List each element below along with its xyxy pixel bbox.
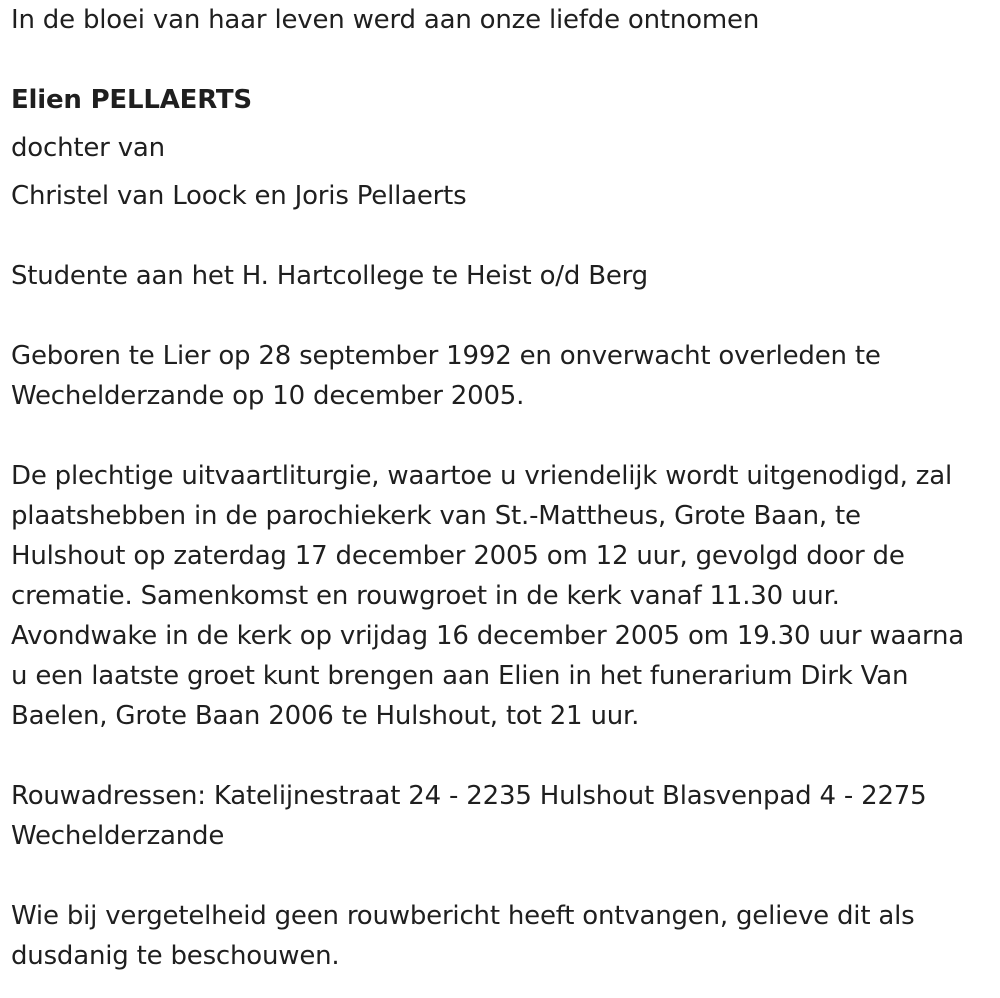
funeral-line: crematie. Samenkomst en rouwgroet in de kerk vanaf 11.30 uur. — [11, 581, 840, 611]
addresses-line: Rouwadressen: Katelijnestraat 24 - 2235 Hulshout Blasvenpad 4 - 2275 — [11, 781, 927, 811]
obituary-document — [11, 0, 996, 976]
funeral-line: u een laatste groet kunt brengen aan Elien in het funerarium Dirk Van — [11, 661, 909, 691]
funeral-paragraph — [11, 456, 996, 736]
addresses-line: Wechelderzande — [11, 821, 225, 851]
study-text: Studente aan het H. Hartcollege te Heist o/d Berg — [11, 261, 648, 291]
notice-line: Wie bij vergetelheid geen rouwbericht heeft ontvangen, gelieve dit als — [11, 901, 915, 931]
spacer — [11, 168, 996, 176]
spacer — [11, 856, 996, 896]
funeral-line: Avondwake in de kerk op vrijdag 16 december 2005 om 19.30 uur waarna — [11, 621, 965, 651]
spacer — [11, 736, 996, 776]
deceased-name: Elien PELLAERTS — [11, 85, 252, 115]
spacer — [11, 296, 996, 336]
relation-text: dochter van — [11, 133, 165, 163]
notice-paragraph — [11, 896, 996, 976]
funeral-line: plaatshebben in de parochiekerk van St.-Mattheus, Grote Baan, te — [11, 501, 861, 531]
intro-text: In de bloei van haar leven werd aan onze liefde ontnomen — [11, 5, 760, 35]
spacer — [11, 40, 996, 80]
funeral-line: De plechtige uitvaartliturgie, waartoe u vriendelijk wordt uitgenodigd, zal — [11, 461, 953, 491]
addresses-paragraph — [11, 776, 996, 856]
spacer — [11, 120, 996, 128]
spacer — [11, 416, 996, 456]
notice-line: dusdanig te beschouwen. — [11, 941, 340, 971]
funeral-line: Hulshout op zaterdag 17 december 2005 om 12 uur, gevolgd door de — [11, 541, 905, 571]
birth-death-text: Geboren te Lier op 28 september 1992 en onverwacht overleden te Wechelderzande op 10 december 2005. — [11, 341, 881, 411]
spacer — [11, 216, 996, 256]
parents-text: Christel van Loock en Joris Pellaerts — [11, 181, 467, 211]
funeral-line: Baelen, Grote Baan 2006 te Hulshout, tot 21 uur. — [11, 701, 640, 731]
